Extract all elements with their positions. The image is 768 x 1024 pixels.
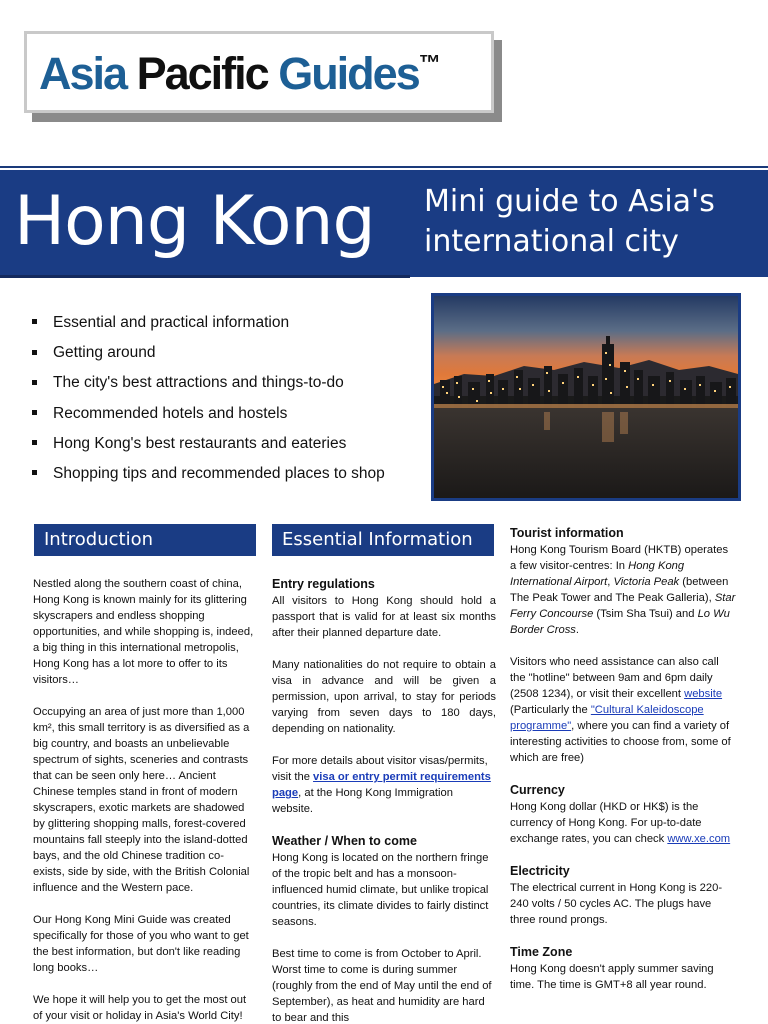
tourist-paragraph-2: Visitors who need assistance can also call the "hotline" between 9am and 6pm daily (2508 1234), or visit their excellent website (Particularly the "Cultural Kaleidoscope programme", where you can find a variety of interesting activities to choose from, some of which are free) xyxy=(510,656,731,764)
cultural-kaleidoscope-link[interactable]: "Cultural Kaleidoscope programme" xyxy=(510,704,704,732)
bullet-icon xyxy=(32,410,37,415)
currency-paragraph: Hong Kong dollar (HKD or HK$) is the currency of Hong Kong. For up-to-date exchange rates, you can check www.xe.com xyxy=(510,801,731,845)
practical-info-column xyxy=(510,525,736,1009)
time-zone-heading: Time Zone xyxy=(510,945,573,959)
city-title: Hong Kong xyxy=(14,182,375,261)
intro-paragraph-3: Our Hong Kong Mini Guide was created specifically for those of you who want to get the best information, but don't like reading long books… xyxy=(33,914,249,974)
logo-word-guides: Guides xyxy=(278,48,419,99)
intro-paragraph-2: Occupying an area of just more than 1,000 km², this small territory is as diversified as a big country, and boasts an unbelievable spectrum of sights, sceneries and contrasts that can be seen only here… Ancient Chinese temples stand in front of modern skyscrapers, exotic markets are shadowed by glittering shopping malls, forest-covered mountains fall steeply into the island-dotted bays, and the old Chinese tradition co-exists, side by side, with the British Colonial influence and the Western pace. xyxy=(33,706,250,894)
weather-heading: Weather / When to come xyxy=(272,834,417,848)
currency-heading: Currency xyxy=(510,783,565,797)
logo xyxy=(24,31,494,113)
bullet-icon xyxy=(32,470,37,475)
logo-word-asia: Asia xyxy=(39,48,127,99)
essential-information-header: Essential Information xyxy=(272,524,494,556)
subtitle-line-1: Mini guide to Asia's xyxy=(424,184,715,219)
banner-underline xyxy=(0,275,410,278)
bullet-icon xyxy=(32,319,37,324)
tourist-information-heading: Tourist information xyxy=(510,526,624,540)
hktb-website-link[interactable]: website xyxy=(684,688,723,700)
time-zone-paragraph: Hong Kong doesn't apply summer saving time. The time is GMT+8 all year round. xyxy=(510,963,714,991)
trademark-symbol: ™ xyxy=(418,50,441,75)
list-item: Shopping tips and recommended places to shop xyxy=(32,459,385,489)
entry-paragraph-3: For more details about visitor visas/permits, visit the visa or entry permit requirements page, at the Hong Kong Immigration website. xyxy=(272,755,491,815)
subtitle-line-2: international city xyxy=(424,224,679,259)
bullet-icon xyxy=(32,380,37,385)
skyline-photo xyxy=(431,293,741,501)
banner-top-rule xyxy=(0,166,768,168)
logo-word-pacific: Pacific xyxy=(136,48,268,99)
list-item: Hong Kong's best restaurants and eateries xyxy=(32,429,385,459)
guide-subtitle xyxy=(424,182,715,262)
electricity-paragraph: The electrical current in Hong Kong is 220-240 volts / 50 cycles AC. The plugs have three round prongs. xyxy=(510,882,723,926)
list-item: The city's best attractions and things-to-do xyxy=(32,368,385,398)
weather-paragraph-2: Best time to come is from October to April. Worst time to come is during summer (roughly from the end of May until the end of September), as heat and humidity are hard to bear and this xyxy=(272,948,492,1024)
list-item: Essential and practical information xyxy=(32,308,385,338)
skyline-image xyxy=(434,296,738,498)
xe-link[interactable]: www.xe.com xyxy=(667,833,731,845)
introduction-header: Introduction xyxy=(34,524,256,556)
entry-paragraph-1: All visitors to Hong Kong should hold a passport that is valid for at least six months after their planned departure date. xyxy=(272,595,496,639)
intro-paragraph-1: Nestled along the southern coast of china, Hong Kong is known mainly for its glittering skyscrapers and endless shopping opportunities, and while shopping is, indeed, a big thing in this international metropolis, Hong Kong has a lot more to offer to its visitors… xyxy=(33,578,254,686)
list-item: Getting around xyxy=(32,338,385,368)
logo-text xyxy=(39,48,441,100)
bullet-icon xyxy=(32,440,37,445)
visa-requirements-link[interactable]: visa or entry permit requirements page xyxy=(272,771,491,799)
tourist-paragraph-1: Hong Kong Tourism Board (HKTB) operates a few visitor-centres: In Hong Kong International Airport, Victoria Peak (between The Peak Tower and The Peak Galleria), Star Ferry Concourse (Tsim Sha Tsui) and Lo Wu Border Cross. xyxy=(510,544,736,636)
entry-regulations-heading: Entry regulations xyxy=(272,577,375,591)
bullet-icon xyxy=(32,350,37,355)
electricity-heading: Electricity xyxy=(510,864,570,878)
essential-information-column xyxy=(272,576,496,1024)
intro-paragraph-4: We hope it will help you to get the most out of your visit or holiday in Asia's World City! xyxy=(33,994,247,1022)
list-item: Recommended hotels and hostels xyxy=(32,399,385,429)
contents-list xyxy=(32,308,385,489)
entry-paragraph-2: Many nationalities do not require to obtain a visa in advance and will be given a permission, upon arrival, to stay for periods varying from seven days to 180 days, depending on nationality. xyxy=(272,659,496,735)
weather-paragraph-1: Hong Kong is located on the northern fringe of the tropic belt and has a monsoon-influenced humid climate, but unlike tropical countries, its climate divides to fairly distinct seasons. xyxy=(272,852,489,928)
introduction-column xyxy=(33,576,255,1024)
